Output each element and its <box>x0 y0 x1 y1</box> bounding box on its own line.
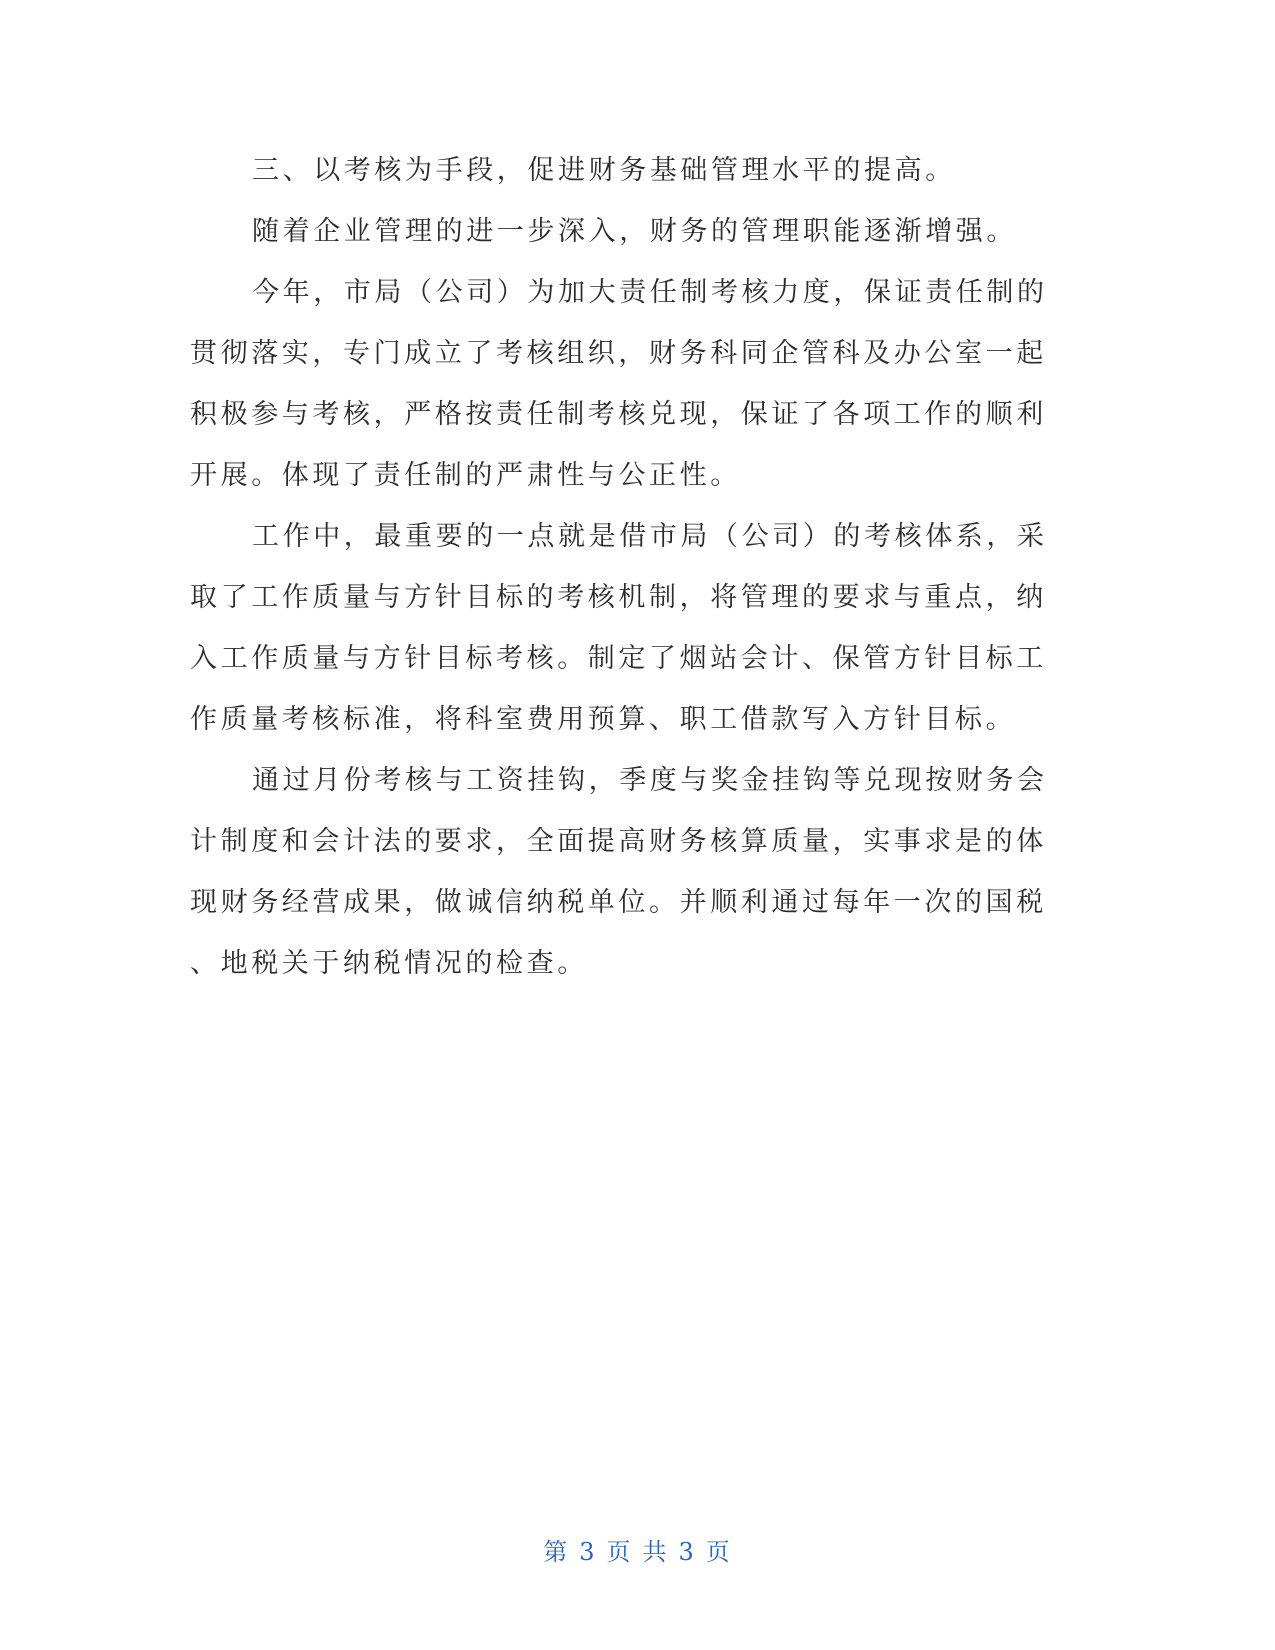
paragraph-line: 积极参与考核，严格按责任制考核兑现，保证了各项工作的顺利 <box>190 399 1047 430</box>
paragraph-line: 随着企业管理的进一步深入，财务的管理职能逐渐增强。 <box>252 216 1017 247</box>
paragraph-line: 开展。体现了责任制的严肃性与公正性。 <box>190 460 741 491</box>
paragraph <box>190 201 1070 262</box>
paragraph <box>190 262 1070 506</box>
paragraph-line: 工作中，最重要的一点就是借市局（公司）的考核体系，采 <box>252 521 1048 552</box>
paragraph-line: 取了工作质量与方针目标的考核机制，将管理的要求与重点，纳 <box>190 582 1047 613</box>
footer-prefix: 第 <box>543 1538 570 1566</box>
footer-total-prefix: 共 <box>642 1538 669 1566</box>
current-page-number: 3 <box>579 1538 597 1566</box>
document-body <box>190 140 1070 994</box>
paragraph-line: 三、以考核为手段，促进财务基础管理水平的提高。 <box>252 155 956 186</box>
paragraph-line: 通过月份考核与工资挂钩，季度与奖金挂钩等兑现按财务会 <box>252 765 1048 796</box>
total-pages-number: 3 <box>678 1538 696 1566</box>
paragraph-line: 作质量考核标准，将科室费用预算、职工借款写入方针目标。 <box>190 704 1017 735</box>
paragraph <box>190 140 1070 201</box>
paragraph-line: 入工作质量与方针目标考核。制定了烟站会计、保管方针目标工 <box>190 643 1047 674</box>
paragraph-line: 、地税关于纳税情况的检查。 <box>190 948 588 979</box>
footer-page-word: 页 <box>606 1538 633 1566</box>
paragraph-line: 贯彻落实，专门成立了考核组织，财务科同企管科及办公室一起 <box>190 338 1047 369</box>
paragraph-line: 今年，市局（公司）为加大责任制考核力度，保证责任制的 <box>252 277 1048 308</box>
paragraph <box>190 506 1070 750</box>
page-footer <box>0 1532 1275 1567</box>
footer-total-suffix: 页 <box>705 1538 732 1566</box>
paragraph-line: 计制度和会计法的要求，全面提高财务核算质量，实事求是的体 <box>190 826 1047 857</box>
paragraph-line: 现财务经营成果，做诚信纳税单位。并顺利通过每年一次的国税 <box>190 887 1047 918</box>
paragraph <box>190 750 1070 994</box>
